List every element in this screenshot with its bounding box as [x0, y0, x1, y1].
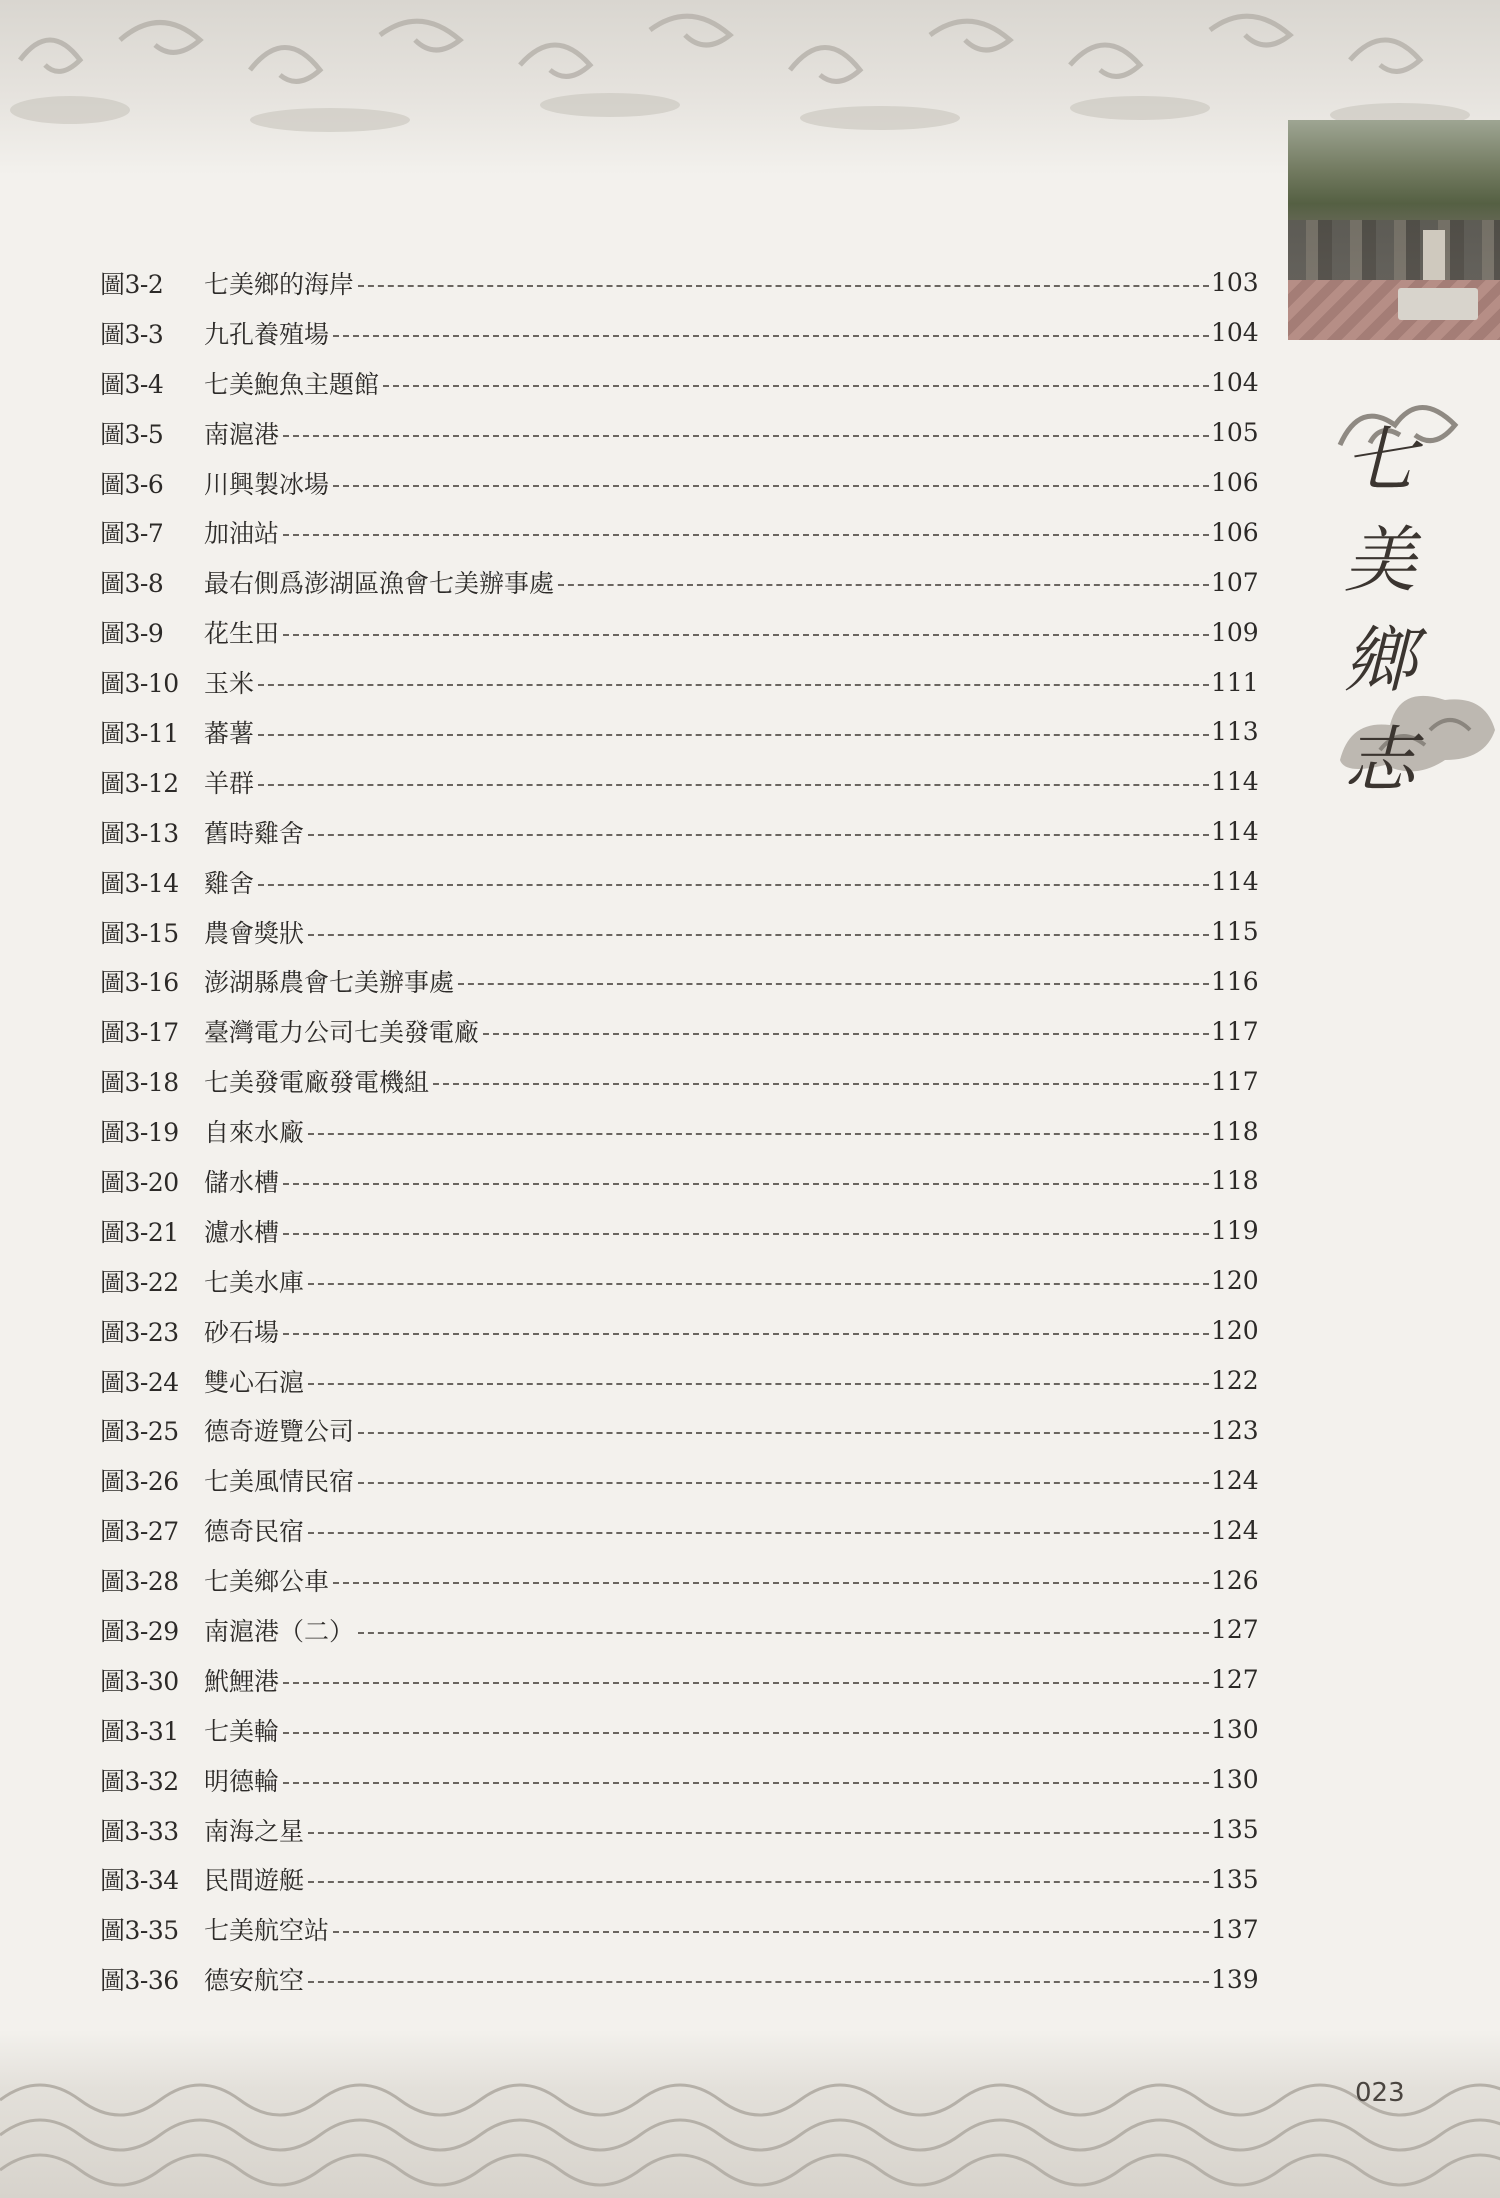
list-item [100, 607, 1259, 657]
figure-page: 118 [1211, 1116, 1259, 1146]
dash-leader [283, 1782, 1209, 1784]
dash-leader [283, 1183, 1209, 1185]
book-title-char: 七 [1343, 418, 1416, 502]
figure-code: 圖3-28 [100, 1567, 179, 1597]
dash-leader [308, 1383, 1209, 1385]
figure-title: 南海之星 [204, 1816, 305, 1846]
figure-page: 115 [1211, 917, 1259, 947]
list-item [100, 507, 1259, 557]
list-item [100, 1555, 1259, 1605]
figure-code: 圖3-17 [100, 1018, 179, 1048]
figure-page: 122 [1211, 1366, 1259, 1396]
figure-title: 加油站 [204, 519, 280, 549]
dash-leader [358, 1632, 1209, 1634]
list-item [100, 1505, 1259, 1555]
figure-title: 南滬港（二） [204, 1616, 355, 1646]
figure-page: 114 [1211, 817, 1259, 847]
dash-leader [358, 285, 1209, 287]
figure-title: 南滬港 [204, 419, 280, 449]
list-item [100, 1206, 1259, 1256]
list-item [100, 408, 1259, 458]
figure-title: 七美航空站 [204, 1916, 330, 1946]
figure-code: 圖3-22 [100, 1267, 179, 1297]
list-item [100, 557, 1259, 607]
figure-page: 127 [1211, 1615, 1259, 1645]
figure-title: 澎湖縣農會七美辦事處 [204, 968, 455, 998]
figure-page: 120 [1211, 1316, 1259, 1346]
list-item [100, 1056, 1259, 1106]
figure-code: 圖3-14 [100, 868, 179, 898]
figure-code: 圖3-32 [100, 1766, 179, 1796]
figure-code: 圖3-27 [100, 1517, 179, 1547]
figure-page: 107 [1211, 567, 1259, 597]
figure-title: 七美鄉公車 [204, 1567, 330, 1597]
figure-page: 126 [1211, 1565, 1259, 1595]
figure-code: 圖3-21 [100, 1217, 179, 1247]
dash-leader [283, 534, 1209, 536]
figure-page: 130 [1211, 1715, 1259, 1745]
dash-leader [383, 385, 1209, 387]
list-item [100, 1605, 1259, 1655]
dash-leader [283, 435, 1209, 437]
figure-page: 137 [1211, 1914, 1259, 1944]
figure-title: 雞舍 [204, 868, 255, 898]
figure-title: 九孔養殖場 [204, 319, 330, 349]
figure-code: 圖3-33 [100, 1816, 179, 1846]
dash-leader [558, 584, 1209, 586]
figure-code: 圖3-13 [100, 818, 179, 848]
list-item [100, 907, 1259, 957]
list-item [100, 458, 1259, 508]
figure-page: 114 [1211, 867, 1259, 897]
dash-leader [333, 1931, 1209, 1933]
figure-title: 七美發電廠發電機組 [204, 1068, 430, 1098]
figure-title: 農會獎狀 [204, 918, 305, 948]
figure-code: 圖3-23 [100, 1317, 179, 1347]
dash-leader [308, 1283, 1209, 1285]
figure-code: 圖3-4 [100, 369, 164, 399]
list-item [100, 358, 1259, 408]
figure-page: 120 [1211, 1266, 1259, 1296]
figure-title: 濾水槽 [204, 1217, 280, 1247]
figure-title: 雙心石滬 [204, 1367, 305, 1397]
figure-page: 113 [1211, 717, 1259, 747]
figure-title: 七美鄉的海岸 [204, 269, 355, 299]
figure-code: 圖3-10 [100, 669, 179, 699]
figure-page: 124 [1211, 1465, 1259, 1495]
figure-page: 135 [1211, 1815, 1259, 1845]
dash-leader [258, 784, 1209, 786]
dash-leader [258, 884, 1209, 886]
figure-code: 圖3-2 [100, 269, 164, 299]
list-item [100, 956, 1259, 1006]
figure-title: 民間遊艇 [204, 1866, 305, 1896]
figure-code: 圖3-31 [100, 1716, 179, 1746]
figure-code: 圖3-25 [100, 1417, 179, 1447]
wave-border-bottom [0, 2030, 1500, 2198]
figure-title: 七美水庫 [204, 1267, 305, 1297]
dash-leader [333, 335, 1209, 337]
figure-code: 圖3-6 [100, 469, 164, 499]
figure-page: 127 [1211, 1665, 1259, 1695]
figure-page: 123 [1211, 1415, 1259, 1445]
list-item [100, 308, 1259, 358]
list-item [100, 1106, 1259, 1156]
dash-leader [308, 1981, 1209, 1983]
list-item [100, 857, 1259, 907]
figure-code: 圖3-19 [100, 1118, 179, 1148]
coast-photo [1288, 120, 1500, 340]
list-item [100, 1256, 1259, 1306]
list-item [100, 1954, 1259, 2004]
figure-title: 德奇遊覽公司 [204, 1417, 355, 1447]
dash-leader [358, 1482, 1209, 1484]
dash-leader [308, 934, 1209, 936]
dash-leader [308, 834, 1209, 836]
figure-title: 明德輪 [204, 1766, 280, 1796]
dash-leader [283, 634, 1209, 636]
dash-leader [358, 1432, 1209, 1434]
list-item [100, 258, 1259, 308]
dash-leader [283, 1333, 1209, 1335]
figure-title: 德安航空 [204, 1966, 305, 1996]
figure-code: 圖3-36 [100, 1966, 179, 1996]
figure-title: 舊時雞舍 [204, 818, 305, 848]
dash-leader [308, 1532, 1209, 1534]
figure-title: 最右側爲澎湖區漁會七美辦事處 [204, 569, 555, 599]
dash-leader [258, 684, 1209, 686]
figure-page: 106 [1211, 517, 1259, 547]
book-title-char: 美 [1343, 518, 1416, 602]
stone-basin [1398, 288, 1478, 320]
figure-page: 135 [1211, 1864, 1259, 1894]
figure-title: 七美風情民宿 [204, 1467, 355, 1497]
figure-page: 119 [1211, 1216, 1259, 1246]
figure-page: 139 [1211, 1964, 1259, 1994]
book-title-char: 鄉 [1343, 618, 1416, 702]
stone-wall [1288, 220, 1500, 280]
list-item [100, 1455, 1259, 1505]
figure-code: 圖3-9 [100, 619, 164, 649]
figure-code: 圖3-35 [100, 1916, 179, 1946]
figure-page: 117 [1211, 1016, 1259, 1046]
list-item [100, 657, 1259, 707]
list-item [100, 1156, 1259, 1206]
figure-page: 124 [1211, 1515, 1259, 1545]
list-item [100, 707, 1259, 757]
figure-page: 106 [1211, 468, 1259, 497]
cloud-pattern-icon [0, 0, 1500, 175]
figure-page: 111 [1211, 667, 1259, 697]
dash-leader [283, 1233, 1209, 1235]
figure-title: 花生田 [204, 619, 280, 649]
figure-page: 109 [1211, 617, 1259, 647]
book-title-char: 志 [1343, 718, 1416, 802]
figure-code: 圖3-24 [100, 1367, 179, 1397]
list-item [100, 1805, 1259, 1855]
figure-title: 自來水廠 [204, 1118, 305, 1148]
figure-title: 砂石場 [204, 1317, 280, 1347]
figure-page: 103 [1211, 268, 1259, 298]
dash-leader [458, 983, 1209, 985]
figure-title: 七美鮑魚主題館 [204, 369, 380, 399]
page-number: 023 [1355, 2078, 1405, 2108]
figure-code: 圖3-26 [100, 1467, 179, 1497]
list-item [100, 757, 1259, 807]
dash-leader [308, 1832, 1209, 1834]
dash-leader [308, 1133, 1209, 1135]
list-item [100, 1356, 1259, 1406]
list-item [100, 1655, 1259, 1705]
figure-page: 104 [1211, 318, 1259, 348]
figure-code: 圖3-8 [100, 569, 164, 599]
figure-title: 鮘鯉港 [204, 1666, 280, 1696]
figure-code: 圖3-29 [100, 1616, 179, 1646]
figure-page: 130 [1211, 1765, 1259, 1795]
figure-code: 圖3-16 [100, 968, 179, 998]
figure-title: 蕃薯 [204, 718, 255, 748]
figure-code: 圖3-11 [100, 718, 179, 748]
figure-code: 圖3-12 [100, 768, 179, 798]
figure-page: 117 [1211, 1066, 1259, 1096]
figure-page: 114 [1211, 767, 1259, 797]
figure-title: 玉米 [204, 669, 255, 699]
wave-pattern-icon [0, 2030, 1500, 2198]
cloud-border-top [0, 0, 1500, 175]
figure-page: 116 [1211, 966, 1259, 996]
dash-leader [283, 1732, 1209, 1734]
dash-leader [333, 485, 1209, 487]
figure-list [100, 258, 1259, 2004]
figure-title: 臺灣電力公司七美發電廠 [204, 1018, 480, 1048]
figure-code: 圖3-15 [100, 918, 179, 948]
dash-leader [333, 1582, 1209, 1584]
stone-stele [1423, 230, 1445, 280]
list-item [100, 1405, 1259, 1455]
figure-title: 川興製冰場 [204, 469, 330, 499]
dash-leader [283, 1682, 1209, 1684]
figure-code: 圖3-30 [100, 1666, 179, 1696]
list-item [100, 807, 1259, 857]
figure-code: 圖3-18 [100, 1068, 179, 1098]
figure-page: 104 [1211, 368, 1259, 398]
figure-title: 七美輪 [204, 1716, 280, 1746]
list-item [100, 1705, 1259, 1755]
book-title-vertical [1335, 410, 1425, 810]
list-item [100, 1755, 1259, 1805]
dash-leader [483, 1033, 1209, 1035]
figure-title: 羊群 [204, 768, 255, 798]
figure-code: 圖3-20 [100, 1167, 179, 1197]
figure-code: 圖3-7 [100, 519, 164, 549]
figure-page: 118 [1211, 1166, 1259, 1196]
figure-code: 圖3-34 [100, 1866, 179, 1896]
figure-title: 德奇民宿 [204, 1517, 305, 1547]
list-item [100, 1855, 1259, 1905]
figure-code: 圖3-5 [100, 419, 164, 449]
figure-title: 儲水槽 [204, 1167, 280, 1197]
dash-leader [258, 734, 1209, 736]
list-item [100, 1904, 1259, 1954]
list-item [100, 1006, 1259, 1056]
figure-page: 105 [1211, 418, 1259, 448]
dash-leader [433, 1083, 1209, 1085]
figure-code: 圖3-3 [100, 319, 164, 349]
dash-leader [308, 1881, 1209, 1883]
list-item [100, 1306, 1259, 1356]
